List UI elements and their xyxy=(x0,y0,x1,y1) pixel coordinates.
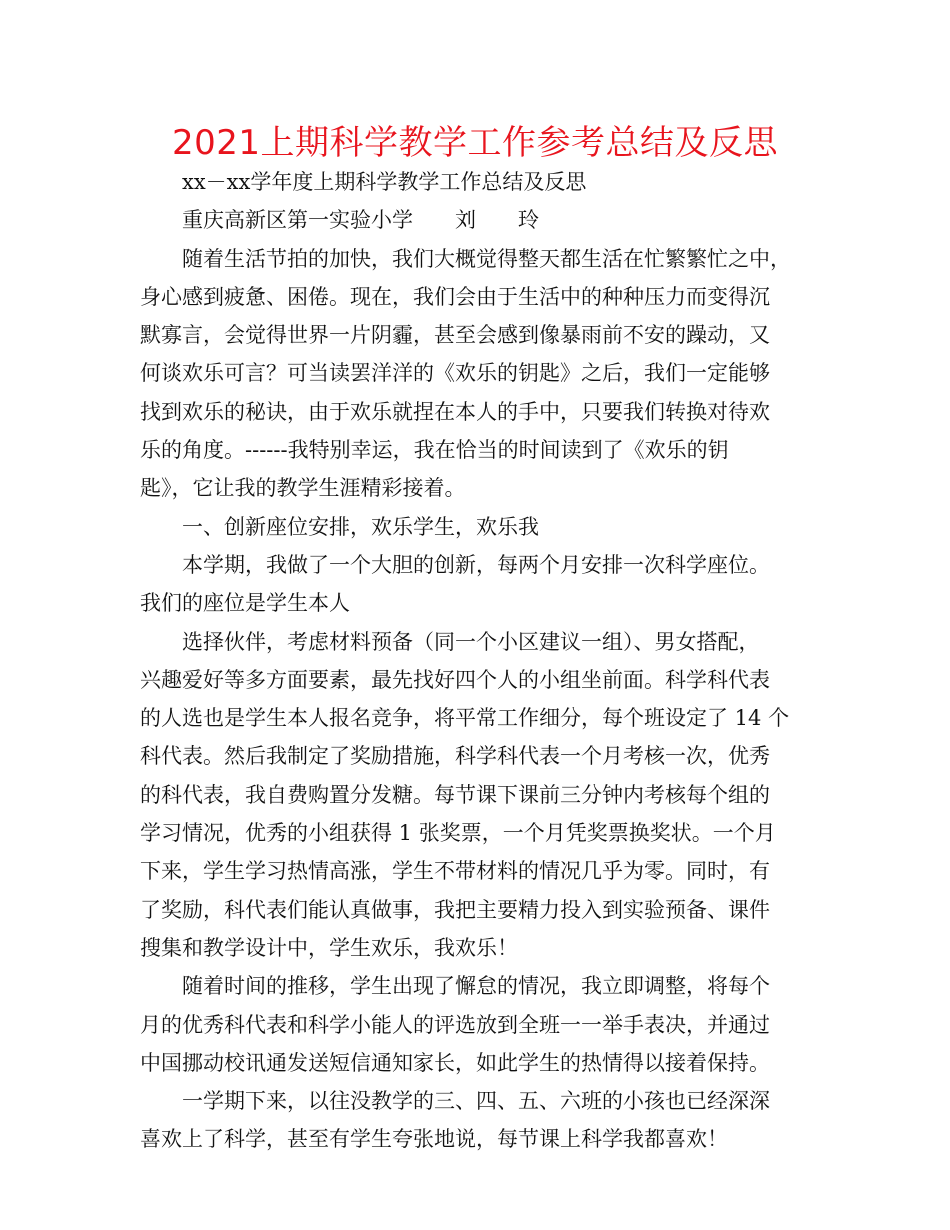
text-line: 搜集和教学设计中，学生欢乐，我欢乐！ xyxy=(140,935,518,960)
text-line: 找到欢乐的秘诀，由于欢乐就捏在本人的手中，只要我们转换对待欢 xyxy=(140,399,770,424)
text-line: 的科代表，我自费购置分发糖。每节课下课前三分钟内考核每个组的 xyxy=(140,782,770,807)
paragraph-conclusion xyxy=(140,1082,812,1159)
document-byline: 重庆高新区第一实验小学 刘 玲 xyxy=(182,208,539,233)
paragraph-intro xyxy=(140,240,812,508)
text-line: 兴趣爱好等多方面要素，最先找好四个人的小组坐前面。科学科代表 xyxy=(140,667,770,692)
text-line: 一学期下来，以往没教学的三、四、五、六班的小孩也已经深深 xyxy=(182,1089,770,1114)
text-line: 一、创新座位安排，欢乐学生，欢乐我 xyxy=(182,514,539,539)
text-line: 学习情况，优秀的小组获得 1 张奖票，一个月凭奖票换奖状。一个月 xyxy=(140,821,776,846)
text-line: 下来，学生学习热情高涨，学生不带材料的情况几乎为零。同时，有 xyxy=(140,859,770,884)
text-line: 何谈欢乐可言？可当读罢洋洋的《欢乐的钥匙》之后，我们一定能够 xyxy=(140,361,770,386)
text-line: 的人选也是学生本人报名竞争，将平常工作细分，每个班设定了 14 个 xyxy=(140,706,790,731)
text-line: 了奖励，科代表们能认真做事，我把主要精力投入到实验预备、课件 xyxy=(140,897,770,922)
text-line: 默寡言，会觉得世界一片阴霾，甚至会感到像暴雨前不安的躁动，又 xyxy=(140,323,770,348)
text-line: 随着生活节拍的加快，我们大概觉得整天都生活在忙繁繁忙之中， xyxy=(182,246,791,271)
text-line: 选择伙伴，考虑材料预备（同一个小区建议一组）、男女搭配， xyxy=(182,629,760,654)
section-heading xyxy=(140,508,812,546)
text-line: 身心感到疲惫、困倦。现在，我们会由于生活中的种种压力而变得沉 xyxy=(140,284,770,309)
text-line: 月的优秀科代表和科学小能人的评选放到全班一一举手表决，并通过 xyxy=(140,1012,770,1037)
paragraph-adjustment xyxy=(140,967,812,1082)
text-line: 本学期，我做了一个大胆的创新，每两个月安排一次科学座位。 xyxy=(182,552,770,577)
paragraph-seating xyxy=(140,546,812,623)
document-body xyxy=(140,163,812,1159)
paragraph-partners xyxy=(140,623,812,968)
text-line: 喜欢上了科学，甚至有学生夸张地说，每节课上科学我都喜欢！ xyxy=(140,1127,728,1152)
text-line: 随着时间的推移，学生出现了懈怠的情况，我立即调整，将每个 xyxy=(182,974,770,999)
text-line: 科代表。然后我制定了奖励措施，科学科代表一个月考核一次，优秀 xyxy=(140,744,770,769)
text-line: 匙》，它让我的教学生涯精彩接着。 xyxy=(140,476,466,501)
document-subtitle: xx－xx学年度上期科学教学工作总结及反思 xyxy=(182,170,587,194)
text-line: 中国挪动校讯通发送短信通知家长，如此学生的热情得以接着保持。 xyxy=(140,1050,770,1075)
document-title: 2021上期科学教学工作参考总结及反思 xyxy=(171,123,779,163)
text-line: 乐的角度。------我特别幸运，我在恰当的时间读到了《欢乐的钥 xyxy=(140,438,729,463)
text-line: 我们的座位是学生本人 xyxy=(140,591,350,616)
